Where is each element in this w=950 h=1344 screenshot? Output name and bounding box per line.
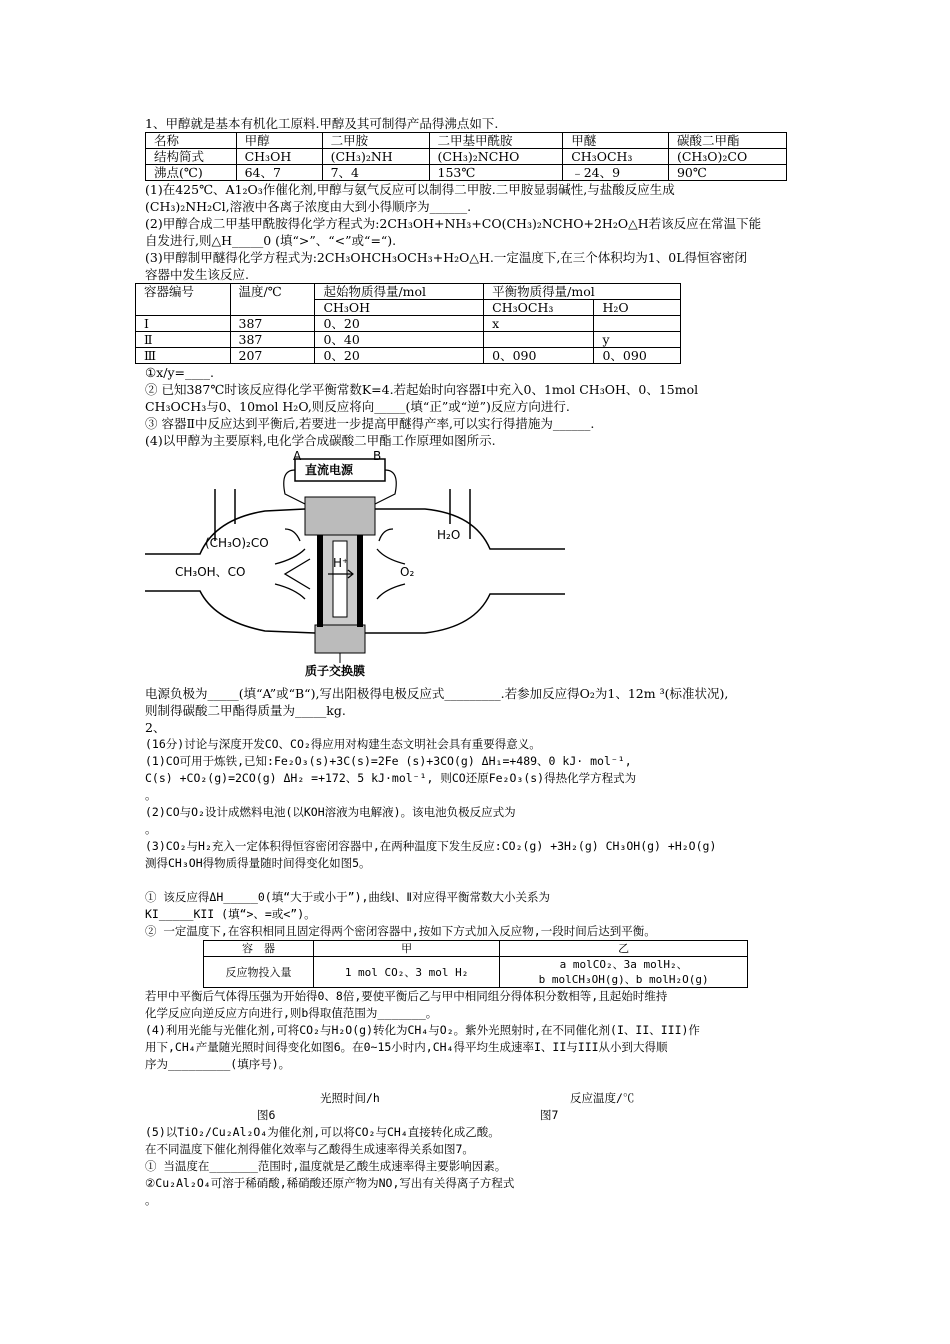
q2-sub1-line1: ① 该反应得ΔH_____0(填“大于或小于”),曲线Ⅰ、Ⅱ对应得平衡常数大小关系为 (145, 890, 550, 904)
table-row (204, 957, 748, 988)
equilibrium-table (135, 283, 681, 364)
table-cell: 容 器 (204, 941, 314, 957)
table-cell: 153℃ (429, 165, 563, 181)
table-cell: (CH₃)₂NH (322, 149, 429, 165)
table-cell: 1 mol CO₂、3 mol H₂ (313, 957, 499, 988)
q2-number: 2、 (145, 720, 166, 735)
table-cell (500, 957, 748, 988)
q1-part4: (4)以甲醇为主要原料,电化学合成碳酸二甲酯工作原理如图所示. (145, 433, 496, 448)
q1-part1-line2: (CH₃)₂NH₂Cl,溶液中各离子浓度由大到小得顺序为______. (145, 199, 472, 214)
q2-part5-line3: ① 当温度在_______范围时,温度就是乙酸生成速率得主要影响因素。 (145, 1159, 507, 1173)
q2-part4-line1: (4)利用光能与光催化剂,可将CO₂与H₂O(g)转化为CH₄与O₂。紫外光照射时,在不同催化剂(I、II、III)作 (145, 1023, 700, 1037)
q2-part2-line1: (2)CO与O₂设计成燃料电池(以KOH溶液为电解液)。该电池负极反应式为 (145, 805, 516, 819)
table-cell: 0、40 (315, 332, 484, 348)
table-cell: 二甲胺 (322, 133, 429, 149)
table-row (146, 133, 787, 149)
q2-text2: 化学反应向逆反应方向进行,则b得取值范围为_______。 (145, 1006, 438, 1020)
table-cell: 反应物投入量 (204, 957, 314, 988)
q1-answer-line2: 则制得碳酸二甲酯得质量为_____kg. (145, 703, 346, 718)
table-cell: 387 (230, 332, 315, 348)
table-cell: Ⅰ (136, 316, 231, 332)
table-cell: ﹣24、9 (563, 165, 669, 181)
q2-part1-line2: C(s) +CO₂(g)=2CO(g) ΔH₂ =+172、5 kJ·mol⁻¹, 则CO还原Fe₂O₃(s)得热化学方程式为 (145, 771, 637, 785)
q2-part5-line2: 在不同温度下催化剂得催化效率与乙酸得生成速率得关系如图7。 (145, 1142, 474, 1156)
table-cell: 甲 (313, 941, 499, 957)
document-page (145, 115, 805, 1209)
table-cell: 沸点(℃) (146, 165, 237, 181)
table-cell: CH₃OH (315, 300, 484, 316)
q2-part3-line2: 测得CH₃OH得物质得量随时间得变化如图5。 (145, 856, 371, 870)
table-cell: 平衡物质得量/mol (484, 284, 681, 300)
table-cell: (CH₃O)₂CO (668, 149, 786, 165)
boiling-point-table (145, 132, 787, 181)
q1-part2-line1: (2)甲醇合成二甲基甲酰胺得化学方程式为:2CH₃OH+NH₃+CO(CH₃)₂NCHO+2H₂O△H若该反应在常温下能 (145, 216, 762, 231)
q2-text1: 若甲中平衡后气体得压强为开始得0、8倍,要使平衡后乙与甲中相同组分得体积分数相等,且起始时维持 (145, 989, 668, 1003)
table-row (136, 332, 681, 348)
table-cell: 结构简式 (146, 149, 237, 165)
terminal-b-label: B (373, 449, 382, 463)
table-cell (484, 332, 594, 348)
fig6-axis-label: 光照时间/h (320, 1091, 380, 1105)
power-supply-label: 直流电源 (305, 463, 354, 477)
q2-part1-line1: (1)CO可用于炼铁,已知:Fe₂O₃(s)+3C(s)=2Fe (s)+3CO(g) ΔH₁=+489、0 kJ· mol⁻¹, (145, 754, 632, 768)
table-cell: CH₃OCH₃ (563, 149, 669, 165)
table-cell: 温度/℃ (230, 284, 315, 316)
cell-line: b molCH₃OH(g)、b molH₂O(g) (538, 973, 709, 986)
table-cell: 起始物质得量/mol (315, 284, 484, 300)
fig7-caption: 图7 (540, 1108, 559, 1122)
fig6-caption: 图6 (257, 1108, 276, 1122)
product-dmc-label: (CH₃O)₂CO (205, 536, 269, 550)
table-cell: Ⅲ (136, 348, 231, 364)
table-cell: 0、20 (315, 316, 484, 332)
product-water-label: H₂O (437, 528, 461, 542)
fig7-axis-label: 反应温度/℃ (570, 1091, 635, 1105)
electrolysis-diagram (145, 449, 645, 681)
table-cell: 二甲基甲酰胺 (429, 133, 563, 149)
q1-part3-line1: (3)甲醇制甲醚得化学方程式为:2CH₃OHCH₃OCH₃+H₂O△H.一定温度下,在三个体积均为1、0L得恒容密闭 (145, 250, 747, 265)
table-row (146, 149, 787, 165)
table-cell: 90℃ (668, 165, 786, 181)
table-row (146, 165, 787, 181)
table-cell: 0、090 (594, 348, 681, 364)
q1-part2-line2: 自发进行,则△H_____0 (填“>”、“<”或“=“). (145, 233, 397, 248)
table-cell: 0、20 (315, 348, 484, 364)
q2-part1-line3: 。 (145, 788, 157, 802)
figure-axis-labels (145, 1090, 805, 1107)
q2-part5-line1: (5)以TiO₂/Cu₂Al₂O₄为催化剂,可以将CO₂与CH₄直接转化成乙酸。 (145, 1125, 500, 1139)
cell-line: a molCO₂、3a molH₂、 (559, 958, 688, 971)
table-row (136, 284, 681, 300)
table-cell: CH₃OH (236, 149, 322, 165)
q2-part5-line4: ②Cu₂Al₂O₄可溶于稀硝酸,稀硝酸还原产物为NO,写出有关得离子方程式 (145, 1176, 515, 1190)
q1-answer-line1: 电源负极为_____(填“A”或“B“),写出阳极得电极反应式_________.若参加反应得O₂为1、12m ³(标准状况), (145, 686, 729, 701)
q1-sub2-line2: CH₃OCH₃与0、10mol H₂O,则反应将向_____(填“正”或“逆”)反应方向进行. (145, 399, 570, 414)
figure-captions (145, 1107, 805, 1124)
table-cell: x (484, 316, 594, 332)
table-cell: 387 (230, 316, 315, 332)
q2-part3-line1: (3)CO₂与H₂充入一定体积得恒容密闭容器中,在两种温度下发生反应:CO₂(g) +3H₂(g) CH₃OH(g) +H₂O(g) (145, 839, 717, 853)
feed-label: CH₃OH、CO (175, 565, 246, 579)
table-cell: H₂O (594, 300, 681, 316)
terminal-a-label: A (293, 449, 302, 463)
oxygen-label: O₂ (400, 565, 415, 579)
q2-part4-line3: 序为_________(填序号)。 (145, 1057, 291, 1071)
table-cell: 64、7 (236, 165, 322, 181)
table-cell: Ⅱ (136, 332, 231, 348)
q1-sub1: ①x/y=____. (145, 365, 214, 380)
table-cell: 甲醚 (563, 133, 669, 149)
q1-part3-line2: 容器中发生该反应. (145, 267, 249, 282)
table-cell: 甲醇 (236, 133, 322, 149)
table-cell: 乙 (500, 941, 748, 957)
table-cell: 7、4 (322, 165, 429, 181)
figure5-space (145, 872, 805, 889)
table-row (136, 348, 681, 364)
table-cell: 名称 (146, 133, 237, 149)
q2-intro: (16分)讨论与深度开发CO、CO₂得应用对构建生态文明社会具有重要得意义。 (145, 737, 541, 751)
table-row (136, 316, 681, 332)
q2-sub2: ② 一定温度下,在容积相同且固定得两个密闭容器中,按如下方式加入反应物,一段时间后达到平衡。 (145, 924, 656, 938)
table-cell: 容器编号 (136, 284, 231, 316)
q2-part5-line5: 。 (145, 1193, 157, 1207)
q2-part2-line2: 。 (145, 822, 157, 836)
table-cell: y (594, 332, 681, 348)
figure-space (145, 1073, 805, 1090)
table-cell: 0、090 (484, 348, 594, 364)
q1-intro: 1、甲醇就是基本有机化工原料.甲醇及其可制得产品得沸点如下. (145, 116, 499, 131)
table-cell: CH₃OCH₃ (484, 300, 594, 316)
q2-sub1-line2: KI_____KII (填“>、=或<”)。 (145, 907, 316, 921)
q1-sub2-line1: ② 已知387℃时该反应得化学平衡常数K=4.若起始时向容器I中充入0、1mol CH₃OH、0、15mol (145, 382, 699, 397)
table-row (204, 941, 748, 957)
table-cell: (CH₃)₂NCHO (429, 149, 563, 165)
table-cell (594, 316, 681, 332)
reactor-table (203, 940, 748, 988)
table-cell: 207 (230, 348, 315, 364)
q2-part4-line2: 用下,CH₄产量随光照时间得变化如图6。在0~15小时内,CH₄得平均生成速率I、II与III从小到大得顺 (145, 1040, 668, 1054)
table-cell: 碳酸二甲酯 (668, 133, 786, 149)
q1-part1-line1: (1)在425℃、A1₂O₃作催化剂,甲醇与氨气反应可以制得二甲胺.二甲胺显弱碱性,与盐酸反应生成 (145, 182, 675, 197)
membrane-label: 质子交换膜 (305, 664, 366, 678)
proton-label: H⁺ (333, 556, 349, 570)
q1-sub3: ③ 容器Ⅱ中反应达到平衡后,若要进一步提高甲醚得产率,可以实行得措施为______. (145, 416, 595, 431)
